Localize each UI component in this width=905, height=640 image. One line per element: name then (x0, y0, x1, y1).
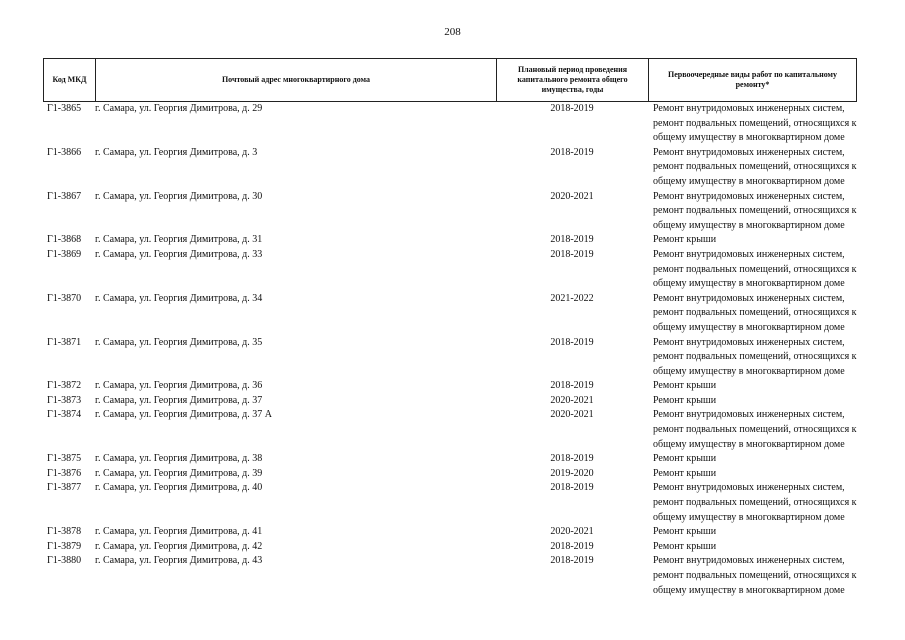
row-works-line: Ремонт крыши (653, 453, 717, 465)
table-row (43, 102, 857, 146)
row-code: Г1-3870 (47, 292, 82, 304)
header-works: Первоочередные виды работ по капитальному ремонту* (648, 59, 857, 101)
row-works (648, 336, 857, 380)
row-period: 2020-2021 (550, 409, 594, 421)
row-code: Г1-3874 (47, 409, 82, 421)
row-works (648, 467, 857, 482)
row-code: Г1-3877 (47, 482, 82, 494)
row-works (648, 394, 857, 409)
row-works-line: Ремонт внутридомовых инженерных систем, (653, 336, 845, 348)
row-works (648, 146, 857, 190)
row-address: г. Самара, ул. Георгия Димитрова, д. 36 (95, 380, 263, 392)
row-address: г. Самара, ул. Георгия Димитрова, д. 33 (95, 248, 263, 260)
row-address: г. Самара, ул. Георгия Димитрова, д. 39 (95, 467, 263, 479)
row-works-line: ремонт подвальных помещений, относящихся к (653, 351, 857, 363)
row-works-line: Ремонт крыши (653, 394, 717, 406)
page-number: 208 (444, 26, 461, 38)
row-works-line: ремонт подвальных помещений, относящихся к (653, 307, 857, 319)
repair-table (43, 58, 857, 598)
row-works-line: Ремонт внутридомовых инженерных систем, (653, 190, 845, 202)
row-works (648, 554, 857, 598)
table-row (43, 190, 857, 234)
row-address: г. Самара, ул. Георгия Димитрова, д. 29 (95, 103, 263, 114)
row-works-line: общему имуществу в многоквартирном доме (653, 365, 845, 377)
row-works (648, 102, 857, 146)
row-works (648, 190, 857, 234)
table-row (43, 540, 857, 555)
row-period: 2020-2021 (550, 394, 594, 406)
table-row (43, 554, 857, 598)
row-works-line: общему имуществу в многоквартирном доме (653, 438, 845, 450)
row-works-line: ремонт подвальных помещений, относящихся к (653, 161, 857, 173)
row-period: 2018-2019 (550, 248, 594, 260)
row-period: 2018-2019 (550, 453, 594, 465)
row-works-line: Ремонт внутридомовых инженерных систем, (653, 146, 845, 158)
table-row (43, 525, 857, 540)
row-address: г. Самара, ул. Георгия Димитрова, д. 31 (95, 234, 263, 246)
row-works-line: Ремонт крыши (653, 526, 717, 538)
table-row (43, 467, 857, 482)
row-period: 2019-2020 (550, 467, 594, 479)
row-works-line: Ремонт крыши (653, 540, 717, 552)
row-works (648, 481, 857, 525)
row-address: г. Самара, ул. Георгия Димитрова, д. 30 (95, 190, 263, 202)
row-works-line: Ремонт внутридомовых инженерных систем, (653, 482, 845, 494)
row-code: Г1-3875 (47, 453, 82, 465)
row-address: г. Самара, ул. Георгия Димитрова, д. 38 (95, 453, 263, 465)
row-address: г. Самара, ул. Георгия Димитрова, д. 43 (95, 555, 263, 567)
row-works-line: общему имуществу в многоквартирном доме (653, 132, 845, 144)
row-works-line: Ремонт внутридомовых инженерных систем, (653, 103, 845, 114)
row-address: г. Самара, ул. Георгия Димитрова, д. 40 (95, 482, 263, 494)
row-works (648, 452, 857, 467)
row-address: г. Самара, ул. Георгия Димитрова, д. 37 (95, 394, 263, 406)
row-code: Г1-3865 (47, 103, 82, 114)
row-works (648, 379, 857, 394)
row-period: 2020-2021 (550, 190, 594, 202)
row-code: Г1-3879 (47, 540, 82, 552)
row-period: 2018-2019 (550, 146, 594, 158)
row-works-line: Ремонт крыши (653, 234, 717, 246)
header-address: Почтовый адрес многоквартирного дома (95, 59, 496, 101)
row-address: г. Самара, ул. Георгия Димитрова, д. 42 (95, 540, 263, 552)
row-address: г. Самара, ул. Георгия Димитрова, д. 37 А (95, 409, 272, 421)
row-works-line: ремонт подвальных помещений, относящихся к (653, 424, 857, 436)
table-row (43, 233, 857, 248)
row-works (648, 292, 857, 336)
row-code: Г1-3869 (47, 248, 82, 260)
row-code: Г1-3880 (47, 555, 82, 567)
table-row (43, 481, 857, 525)
row-code: Г1-3872 (47, 380, 82, 392)
row-code: Г1-3873 (47, 394, 82, 406)
row-works (648, 233, 857, 248)
row-works-line: ремонт подвальных помещений, относящихся к (653, 205, 857, 217)
table-row (43, 336, 857, 380)
row-works-line: Ремонт внутридомовых инженерных систем, (653, 292, 845, 304)
row-works (648, 525, 857, 540)
row-works-line: Ремонт внутридомовых инженерных систем, (653, 555, 845, 567)
row-code: Г1-3867 (47, 190, 82, 202)
table-row (43, 394, 857, 409)
table-body (43, 102, 857, 598)
row-address: г. Самара, ул. Георгия Димитрова, д. 35 (95, 336, 263, 348)
table-row (43, 408, 857, 452)
row-works-line: ремонт подвальных помещений, относящихся к (653, 263, 857, 275)
row-code: Г1-3866 (47, 146, 82, 158)
row-works-line: общему имуществу в многоквартирном доме (653, 278, 845, 290)
row-works (648, 248, 857, 292)
row-works-line: Ремонт крыши (653, 467, 717, 479)
row-code: Г1-3878 (47, 526, 82, 538)
row-works-line: ремонт подвальных помещений, относящихся к (653, 497, 857, 509)
row-works-line: Ремонт внутридомовых инженерных систем, (653, 248, 845, 260)
header-code: Код МКД (43, 59, 95, 101)
row-period: 2018-2019 (550, 103, 594, 114)
row-period: 2018-2019 (550, 555, 594, 567)
table-row (43, 146, 857, 190)
row-works-line: ремонт подвальных помещений, относящихся к (653, 117, 857, 129)
table-row (43, 379, 857, 394)
row-works (648, 540, 857, 555)
row-works (648, 408, 857, 452)
row-period: 2018-2019 (550, 336, 594, 348)
row-period: 2020-2021 (550, 526, 594, 538)
row-period: 2018-2019 (550, 380, 594, 392)
row-period: 2018-2019 (550, 540, 594, 552)
row-code: Г1-3876 (47, 467, 82, 479)
row-works-line: Ремонт внутридомовых инженерных систем, (653, 409, 845, 421)
header-period: Плановый период проведения капитального ремонта общего имущества, годы (496, 59, 648, 101)
table-header (43, 58, 857, 102)
row-address: г. Самара, ул. Георгия Димитрова, д. 41 (95, 526, 263, 538)
row-period: 2018-2019 (550, 482, 594, 494)
table-row (43, 248, 857, 292)
row-code: Г1-3871 (47, 336, 82, 348)
row-works-line: общему имуществу в многоквартирном доме (653, 175, 845, 187)
table-row (43, 292, 857, 336)
row-works-line: Ремонт крыши (653, 380, 717, 392)
row-works-line: общему имуществу в многоквартирном доме (653, 584, 845, 596)
table-row (43, 452, 857, 467)
row-period: 2021-2022 (550, 292, 594, 304)
row-works-line: общему имуществу в многоквартирном доме (653, 511, 845, 523)
row-code: Г1-3868 (47, 234, 82, 246)
row-address: г. Самара, ул. Георгия Димитрова, д. 34 (95, 292, 263, 304)
row-period: 2018-2019 (550, 234, 594, 246)
row-works-line: общему имуществу в многоквартирном доме (653, 219, 845, 231)
row-address: г. Самара, ул. Георгия Димитрова, д. 3 (95, 146, 258, 158)
row-works-line: ремонт подвальных помещений, относящихся к (653, 570, 857, 581)
row-works-line: общему имуществу в многоквартирном доме (653, 321, 845, 333)
